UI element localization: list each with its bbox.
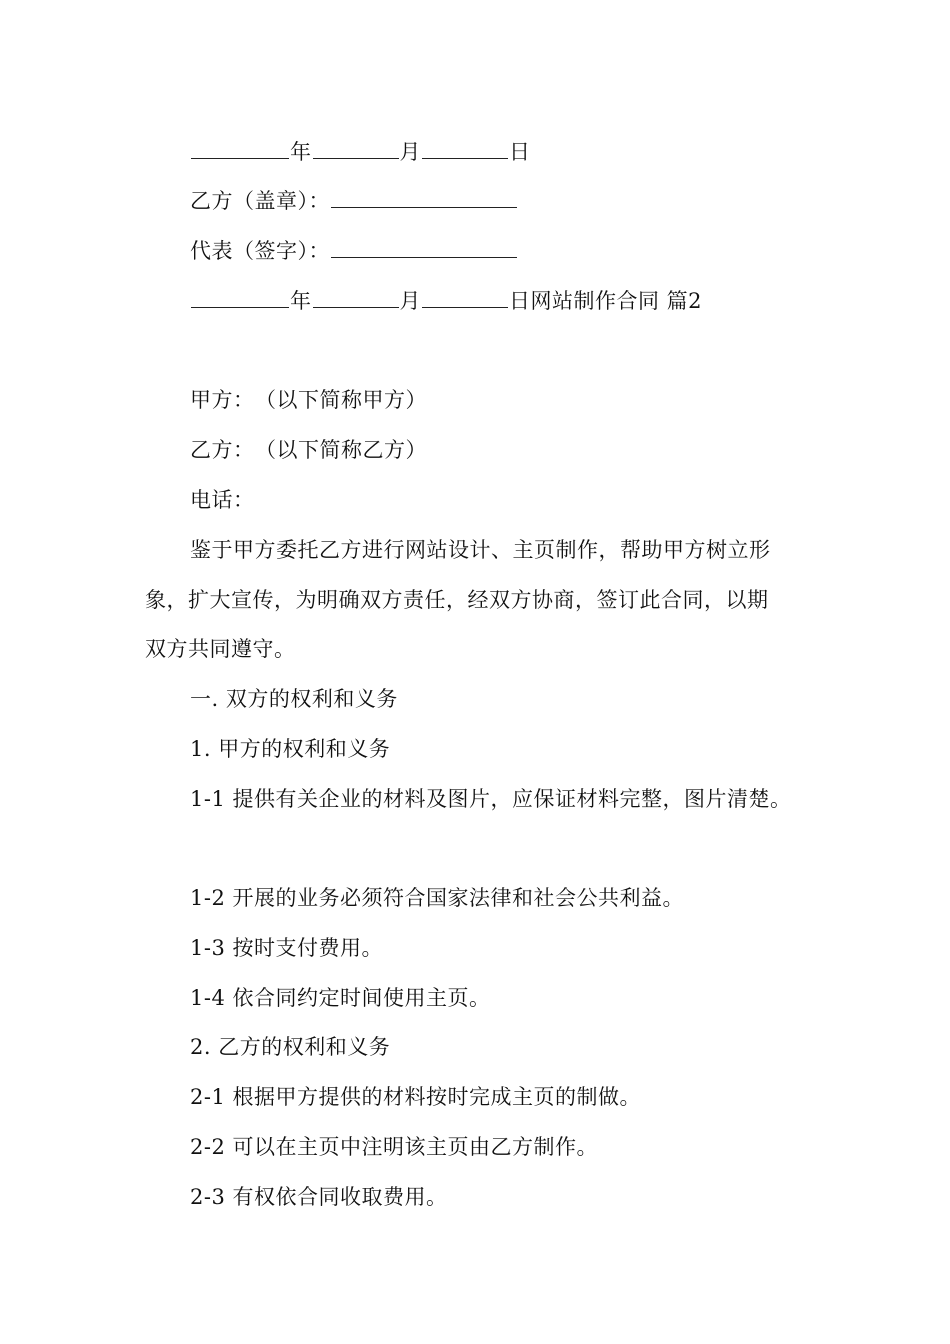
year-blank: [191, 138, 289, 159]
month-label-2: 月: [399, 289, 421, 313]
sub-2-title: 2. 乙方的权利和义务: [190, 1035, 391, 1059]
preamble-line-1: 鉴于甲方委托乙方进行网站设计、主页制作，帮助甲方树立形: [190, 538, 771, 562]
party-b-line: 乙方： （以下简称乙方）: [190, 438, 427, 462]
item-2-1: 2-1 根据甲方提供的材料按时完成主页的制做。: [190, 1085, 641, 1109]
day-label: 日: [509, 140, 531, 164]
date-line-2: [190, 286, 702, 316]
item-1-3: 1-3 按时支付费用。: [190, 936, 383, 960]
day-blank: [422, 138, 508, 159]
item-2-2: 2-2 可以在主页中注明该主页由乙方制作。: [190, 1135, 598, 1159]
year-label: 年: [290, 140, 312, 164]
year-label-2: 年: [290, 289, 312, 313]
section-1-title: 一. 双方的权利和义务: [190, 687, 398, 711]
party-a-line: 甲方： （以下简称甲方）: [190, 388, 427, 412]
party-b-seal-line: [190, 186, 518, 216]
item-1-1: 1-1 提供有关企业的材料及图片，应保证材料完整，图片清楚。: [190, 787, 792, 811]
contract-title: 日网站制作合同 篇2: [509, 289, 703, 313]
representative-line: [190, 236, 518, 266]
item-1-2: 1-2 开展的业务必须符合国家法律和社会公共利益。: [190, 886, 684, 910]
representative-blank: [331, 237, 517, 258]
year-blank-2: [191, 287, 289, 308]
item-2-3: 2-3 有权依合同收取费用。: [190, 1185, 448, 1209]
phone-line: 电话：: [190, 488, 255, 512]
preamble-line-2: 象，扩大宣传，为明确双方责任，经双方协商，签订此合同，以期: [145, 588, 769, 612]
party-b-seal-blank: [331, 187, 517, 208]
item-1-4: 1-4 依合同约定时间使用主页。: [190, 986, 491, 1010]
day-blank-2: [422, 287, 508, 308]
party-b-seal-label: 乙方（盖章）：: [190, 189, 330, 213]
sub-1-title: 1. 甲方的权利和义务: [190, 737, 391, 761]
month-blank: [313, 138, 399, 159]
date-line-1: [190, 137, 531, 167]
representative-label: 代表（签字）：: [190, 239, 330, 263]
month-blank-2: [313, 287, 399, 308]
preamble-line-3: 双方共同遵守。: [145, 637, 296, 661]
month-label: 月: [399, 140, 421, 164]
